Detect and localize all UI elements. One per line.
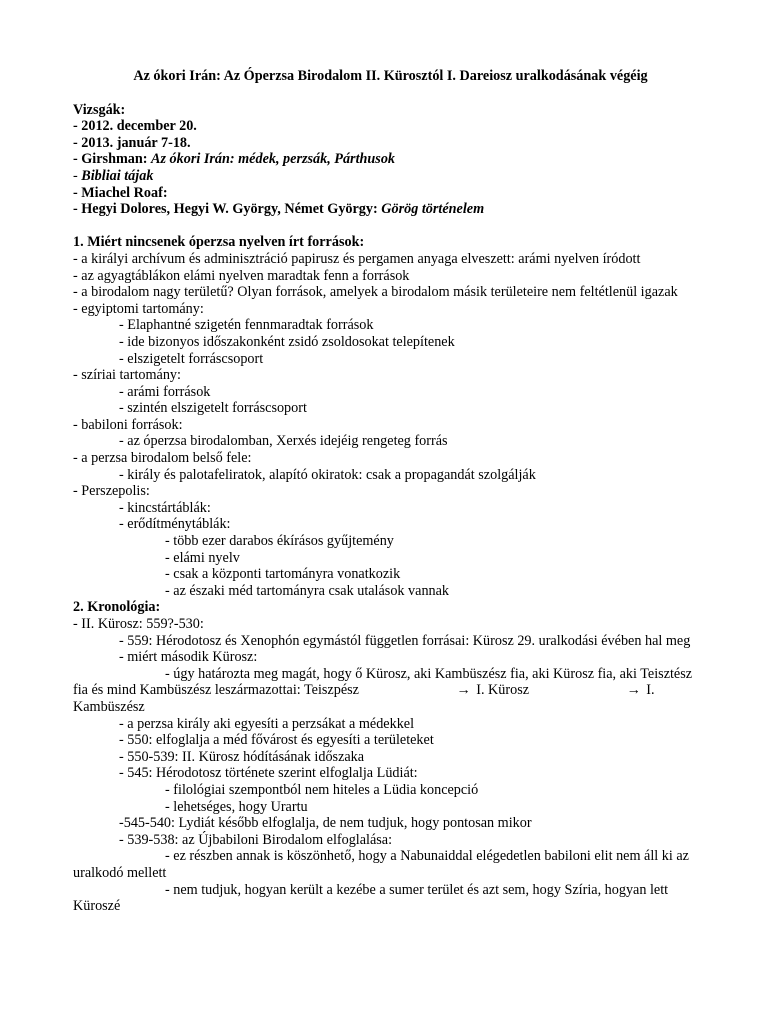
text-line: - a perzsa birodalom belső fele: — [73, 450, 252, 467]
text-line: - elámi nyelv — [165, 549, 240, 566]
text-line: - lehetséges, hogy Urartu — [165, 798, 308, 815]
text-line: - babiloni források: — [73, 416, 183, 433]
text-line: - az óperzsa birodalomban, Xerxés idejéig rengeteg forrás — [119, 433, 448, 450]
text-line: - az északi méd tartományra csak utalások vannak — [165, 582, 450, 599]
text-line: - kincstártáblák: — [119, 499, 211, 516]
section-heading: 2. Kronológia: — [73, 599, 161, 616]
text-line: - II. Kürosz: 559?-530: — [73, 616, 204, 632]
text-line: - elszigetelt forráscsoport — [119, 350, 264, 367]
text-line: - több ezer darabos ékírásos gyűjtemény — [165, 533, 394, 550]
text-line: - Elaphantné szigetén fennmaradtak források — [119, 317, 374, 334]
text-line: - filológiai szempontból nem hiteles a Lüdia koncepció — [165, 781, 479, 798]
reference-title: Az ókori Irán: médek, perzsák, Párthusok — [151, 151, 396, 168]
text-line: - miért második Kürosz: — [119, 649, 258, 666]
text-line: - szíriai tartomány: — [73, 367, 181, 384]
document-title: Az ókori Irán: Az Óperzsa Birodalom II. Kürosztól I. Dareiosz uralkodásának végéig — [133, 68, 648, 84]
text-line: - király és palotafeliratok, alapító okiratok: csak a propagandát szolgálják — [119, 466, 536, 483]
text-line: - a birodalom nagy területű? Olyan források, amelyek a birodalom másik területeire nem feltétlenül igazak — [73, 284, 678, 301]
text-line: - csak a központi tartományra vonatkozik — [165, 566, 401, 583]
text-line: - 550: elfoglalja a méd fővárost és egyesíti a területeket — [119, 732, 434, 749]
reference-item — [73, 168, 708, 185]
text-line: - arámi források — [119, 383, 211, 400]
reference-author: - Hegyi Dolores, Hegyi W. György, Német György: — [73, 201, 382, 218]
text-line — [73, 666, 708, 716]
reference-author: - Girshman: — [73, 151, 152, 168]
reference-item: - Miachel Roaf: — [73, 184, 168, 201]
text-line: - Perszepolis: — [73, 483, 150, 500]
reference-dash: - — [73, 167, 82, 184]
reference-title: Bibliai tájak — [81, 167, 154, 184]
arrow-right-icon: → — [626, 682, 641, 699]
text-line: - ez részben annak is köszönhető, hogy a Nabunaiddal elégedetlen babiloni elit nem áll ki az uralkodó mellett — [73, 848, 689, 881]
reference-item — [73, 151, 708, 168]
lineage-text: - úgy határozta meg magát, hogy ő Kürosz, aki Kambüszész fia, aki Kürosz fia, aki Teisztész fia és mind Kambüszész leszármazottai: Teiszpész — [73, 665, 693, 699]
lineage-text: I. Kürosz — [472, 682, 533, 699]
text-line: - 550-539: II. Kürosz hódításának időszaka — [119, 748, 365, 765]
spacer — [73, 218, 708, 235]
text-line: - a királyi archívum és adminisztráció papirusz és pergamen anyaga elveszett: arámi nyelven íródott — [73, 250, 641, 267]
text-line: - egyiptomi tartomány: — [73, 300, 204, 317]
text-line: - az agyagtáblákon elámi nyelven maradtak fenn a források — [73, 267, 410, 284]
text-line: - a perzsa király aki egyesíti a perzsákat a médekkel — [119, 715, 415, 732]
text-line: - ide bizonyos időszakonként zsidó zsoldosokat telepítenek — [119, 333, 455, 350]
exam-date: - 2013. január 7-18. — [73, 134, 191, 151]
section-heading: 1. Miért nincsenek óperzsa nyelven írt források: — [73, 234, 365, 251]
text-line: - nem tudjuk, hogyan került a kezébe a sumer terület és azt sem, hogy Szíria, hogyan lett Küroszé — [73, 881, 669, 915]
text-line: - szintén elszigetelt forráscsoport — [119, 400, 307, 417]
text-line: - 539-538: az Újbabiloni Birodalom elfoglalása: — [119, 831, 393, 848]
arrow-right-icon: → — [456, 682, 471, 699]
text-line: - 545: Hérodotosz története szerint elfoglalja Lüdiát: — [119, 765, 418, 782]
exam-date: - 2012. december 20. — [73, 118, 197, 135]
reference-title: Görög történelem — [381, 201, 485, 218]
text-line: - 559: Hérodotosz és Xenophón egymástól független forrásai: Kürosz 29. uralkodási évében hal meg — [119, 632, 691, 649]
text-line: -545-540: Lydiát később elfoglalja, de nem tudjuk, hogy pontosan mikor — [119, 815, 532, 832]
reference-item — [73, 201, 708, 218]
text-line: - erődítménytáblák: — [119, 516, 231, 533]
lineage-text: I. Kambüszész — [73, 682, 655, 715]
exams-heading: Vizsgák: — [73, 101, 126, 118]
